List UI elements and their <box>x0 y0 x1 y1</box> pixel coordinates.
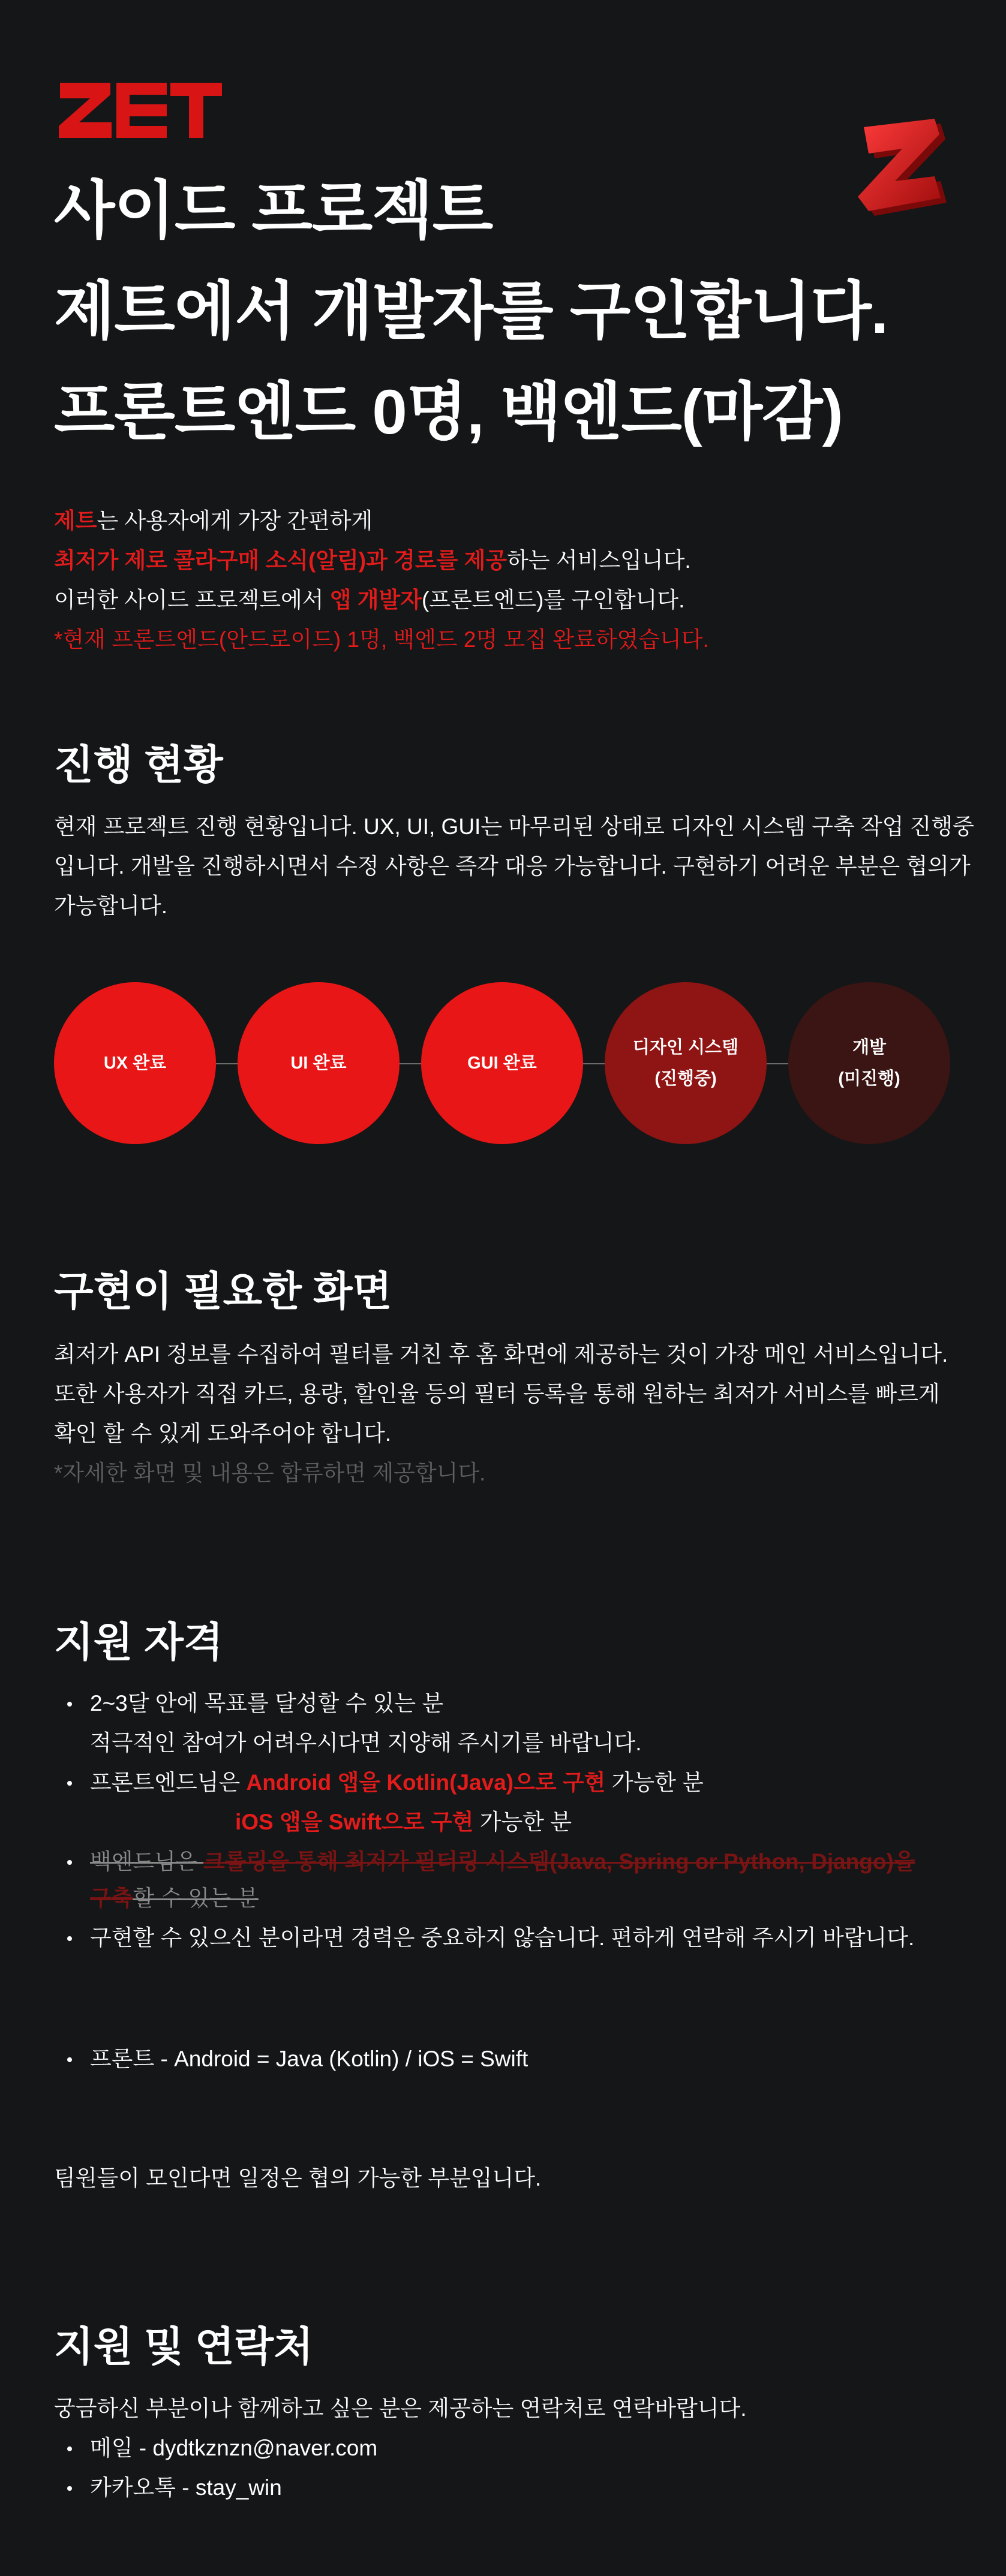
progress-description <box>54 807 974 926</box>
qualification-backend-cont <box>54 1879 948 1918</box>
intro-highlight: 앱 개발자 <box>329 588 422 612</box>
intro-brand: 제트 <box>54 508 97 533</box>
contact-list <box>54 2428 954 2508</box>
hero-line: 제트에서 개발자를 구인합니다. <box>54 276 888 347</box>
list-item <box>54 1763 954 1842</box>
intro-line <box>54 580 954 620</box>
step-label: GUI 완료 <box>467 1054 537 1073</box>
hero-line: 사이드 프로젝트 <box>54 176 493 246</box>
contact-intro-line: 궁금하신 부분이나 함께하고 싶은 분은 제공하는 연락처로 연락바랍니다. <box>54 2396 747 2421</box>
list-item <box>54 2039 954 2079</box>
progress-desc-line: 현재 프로젝트 진행 현황입니다. UX, UI, GUI는 마무리된 상태로 디자인 시스템 구축 작업 진행중 <box>54 814 974 839</box>
list-item <box>54 1842 954 1882</box>
schedule-line: 팀원들이 모인다면 일정은 협의 가능한 부분입니다. <box>54 2166 542 2190</box>
progress-desc-line: 가능합니다. <box>54 893 167 918</box>
qualification-text: 프론트엔드님은 <box>90 1770 247 1795</box>
step-label: 디자인 시스템 (진행중) <box>632 1038 739 1088</box>
step-label: UI 완료 <box>290 1054 347 1073</box>
step-ui <box>238 982 400 1144</box>
intro-text-part: 하는 서비스입니다. <box>507 548 691 573</box>
qualification-ios <box>90 1802 954 1842</box>
qualification-frontend <box>90 1763 954 1802</box>
stack-text: 프론트 - Android = Java (Kotlin) / iOS = Swift <box>90 2047 528 2071</box>
list-item <box>54 2468 954 2508</box>
intro-notice: *현재 프론트엔드(안드로이드) 1명, 백엔드 2명 모집 완료하였습니다. <box>54 627 709 652</box>
qualification-text: 가능한 분 <box>605 1770 704 1795</box>
schedule-text <box>54 2159 948 2198</box>
screens-desc-line: 확인 할 수 있게 도와주어야 합니다. <box>54 1421 392 1446</box>
qualification-highlight: 구축 <box>90 1886 133 1910</box>
intro-highlight: 최저가 제로 콜라구매 소식(알림)과 경로를 제공 <box>54 548 507 573</box>
qualification-text: 2~3달 안에 목표를 달성할 수 있는 분 <box>90 1691 444 1716</box>
step-gui <box>421 982 583 1144</box>
stack-list <box>54 2039 954 2079</box>
intro-text <box>54 501 954 660</box>
contact-mail[interactable]: 메일 - dydtkznzn@naver.com <box>90 2436 378 2460</box>
step-label: 개발 (미진행) <box>838 1038 900 1088</box>
hero-line: 프론트엔드 0명, 백엔드(마감) <box>54 377 843 447</box>
section-title-qualification: 지원 자격 <box>54 1620 223 1665</box>
step-design-system <box>605 982 767 1144</box>
qualification-highlight: Android 앱을 Kotlin(Java)으로 구현 <box>246 1770 606 1795</box>
progress-steps <box>54 982 950 1145</box>
qualification-text: 할 수 있는 분 <box>133 1886 259 1910</box>
step-label: UX 완료 <box>103 1054 167 1073</box>
qualification-text: 백엔드님은 <box>90 1849 203 1874</box>
qualification-highlight: iOS 앱을 Swift으로 구현 <box>235 1810 474 1834</box>
zet-logo <box>59 83 222 138</box>
list-item <box>54 2428 954 2468</box>
qualification-text: 구현할 수 있으신 분이라면 경력은 중요하지 않습니다. 편하게 연락해 주시기 바랍니다. <box>90 1925 915 1950</box>
progress-desc-line: 입니다. 개발을 진행하시면서 수정 사항은 즉각 대응 가능합니다. 구현하기 어려운 부분은 협의가 <box>54 854 971 878</box>
qualification-list <box>54 1684 954 1882</box>
intro-line <box>54 541 954 580</box>
screens-desc-line: 또한 사용자가 직접 카드, 용량, 할인율 등의 필터 등록을 통해 원하는 최저가 서비스를 빠르게 <box>54 1382 940 1406</box>
intro-line <box>54 501 954 541</box>
list-item <box>54 1918 954 1958</box>
section-title-progress: 진행 현황 <box>54 742 223 788</box>
qualification-backend <box>90 1842 954 1882</box>
qualification-text: 적극적인 참여가 어려우시다면 지양해 주시기를 바랍니다. <box>90 1731 642 1755</box>
intro-text-part: 이러한 사이드 프로젝트에서 <box>54 588 330 612</box>
screens-description <box>54 1335 948 1493</box>
hero-title <box>54 161 954 463</box>
section-title-contact: 지원 및 연락처 <box>54 2324 313 2370</box>
section-title-screens: 구현이 필요한 화면 <box>54 1269 392 1314</box>
intro-text-part: (프론트엔드)를 구인합니다. <box>422 588 685 612</box>
intro-text-part: 는 사용자에게 가장 간편하게 <box>97 508 373 533</box>
screens-desc-line: 최저가 API 정보를 수집하여 필터를 거친 후 홈 화면에 제공하는 것이 가장 메인 서비스입니다. <box>54 1342 948 1367</box>
step-development <box>788 982 950 1144</box>
step-ux <box>54 982 216 1144</box>
qualification-highlight: 크롤링을 통해 최저가 필터링 시스템(Java, Spring or Python, Django)을 <box>203 1849 915 1874</box>
list-item <box>54 1684 954 1763</box>
contact-intro <box>54 2389 948 2428</box>
qualification-list-cont <box>54 1918 954 1958</box>
screens-note: *자세한 화면 및 내용은 합류하면 제공합니다. <box>54 1461 486 1485</box>
contact-kakao[interactable]: 카카오톡 - stay_win <box>90 2475 282 2500</box>
qualification-text: 가능한 분 <box>473 1810 572 1834</box>
